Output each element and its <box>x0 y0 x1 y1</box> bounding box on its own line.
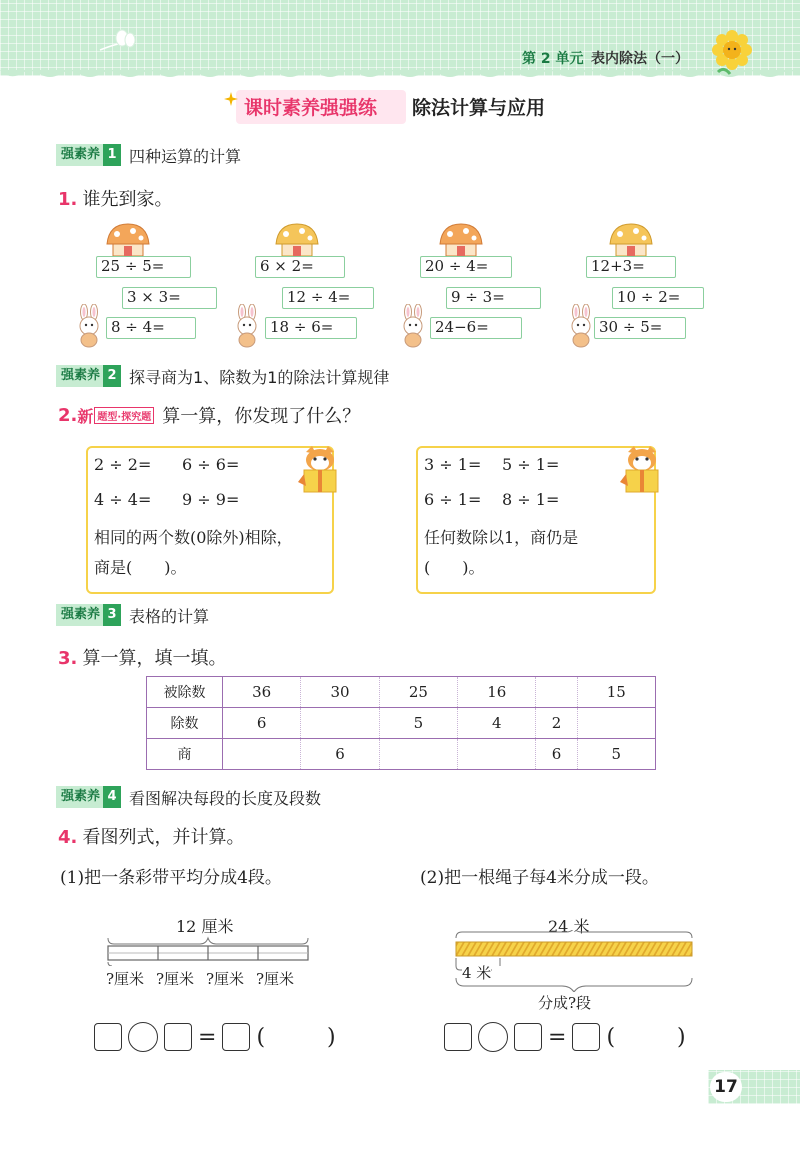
question-number: 3. <box>58 648 78 669</box>
cat-gift-icon <box>614 444 670 494</box>
segment-label: ?厘米 <box>106 970 145 988</box>
house-icon <box>272 222 322 258</box>
card-expression: 6 ÷ 6= <box>182 455 240 474</box>
segment-count-label: 分成?段 <box>538 994 592 1012</box>
expression-box[interactable]: 9 ÷ 3= <box>446 287 541 309</box>
expression-box[interactable]: 10 ÷ 2= <box>612 287 704 309</box>
table-cell[interactable]: 36 <box>223 677 301 708</box>
expression-box[interactable]: 12+3= <box>586 256 676 278</box>
rabbit-icon <box>74 304 104 348</box>
segment-length-label: 4 米 <box>462 964 492 982</box>
unit-paren-open: ( <box>256 1024 266 1050</box>
question-text: 算一算，填一填。 <box>82 648 227 669</box>
row-header: 商 <box>147 739 223 770</box>
table-cell[interactable] <box>223 739 301 770</box>
question-text: 算一算，你发现了什么？ <box>162 406 361 427</box>
question-number: 1. <box>58 189 78 210</box>
table-row <box>147 708 656 739</box>
unit-paren-close: ) <box>677 1024 686 1050</box>
table-cell[interactable]: 5 <box>379 708 457 739</box>
rabbit-icon <box>566 304 596 348</box>
card-rule-text: 任何数除以1，商仍是 <box>424 528 579 547</box>
answer-box[interactable] <box>222 1023 250 1051</box>
question-3-prompt <box>58 644 226 670</box>
answer-equation-1 <box>94 1022 336 1052</box>
card-rule-text: ( )。 <box>424 558 485 577</box>
section-title: 探寻商为1、除数为1的除法计算规律 <box>129 367 390 387</box>
table-cell[interactable]: 16 <box>458 677 536 708</box>
table-row <box>147 739 656 770</box>
rabbit-icon <box>398 304 428 348</box>
table-cell[interactable] <box>379 739 457 770</box>
page-number: 17 <box>710 1072 742 1102</box>
section-tag-1 <box>56 144 241 166</box>
sparkle-icon <box>224 92 238 106</box>
answer-box[interactable] <box>444 1023 472 1051</box>
question-text: 谁先到家。 <box>82 189 173 210</box>
section-tag-2 <box>56 365 389 387</box>
question-number: 4. <box>58 827 78 848</box>
expression-box[interactable]: 24−6= <box>430 317 522 339</box>
card-rule-text: 相同的两个数(0除外)相除， <box>94 528 293 547</box>
answer-equation-2 <box>444 1022 686 1052</box>
section-tag-number: 2 <box>103 365 121 387</box>
segment-label: ?厘米 <box>256 970 295 988</box>
expression-box[interactable]: 20 ÷ 4= <box>420 256 512 278</box>
section-tag-4 <box>56 786 321 808</box>
equals-sign: = <box>548 1024 567 1050</box>
table-cell[interactable] <box>536 677 577 708</box>
expression-box[interactable]: 18 ÷ 6= <box>265 317 357 339</box>
segment-label: ?厘米 <box>206 970 245 988</box>
segment-label: ?厘米 <box>156 970 195 988</box>
table-cell[interactable]: 5 <box>577 739 655 770</box>
table-cell[interactable] <box>301 708 379 739</box>
expression-box[interactable]: 30 ÷ 5= <box>594 317 686 339</box>
table-cell[interactable]: 6 <box>301 739 379 770</box>
question-4-prompt <box>58 823 244 849</box>
section-tag-number: 1 <box>103 144 121 166</box>
ribbon-diagram <box>104 936 312 966</box>
expression-box[interactable]: 25 ÷ 5= <box>96 256 191 278</box>
sub-question-1: (1)把一条彩带平均分成4段。 <box>60 868 282 888</box>
header-wave-edge <box>0 70 800 84</box>
table-cell[interactable]: 30 <box>301 677 379 708</box>
chapter-label: 表内除法（一） <box>591 51 689 67</box>
house-icon <box>436 222 486 258</box>
rope-total-label: 24 米 <box>548 917 590 936</box>
section-tag-number: 3 <box>103 604 121 626</box>
row-header: 除数 <box>147 708 223 739</box>
cat-gift-icon <box>292 444 348 494</box>
unit-paren-close: ) <box>327 1024 336 1050</box>
section-tag-3 <box>56 604 209 626</box>
section-tag-text: 强素养 <box>56 786 103 808</box>
sunflower-icon <box>704 28 754 78</box>
operator-circle[interactable] <box>128 1022 158 1052</box>
section-title: 看图解决每段的长度及段数 <box>129 788 322 808</box>
card-expression: 8 ÷ 1= <box>502 490 560 509</box>
section-title: 表格的计算 <box>129 606 210 626</box>
row-header: 被除数 <box>147 677 223 708</box>
card-expression: 3 ÷ 1= <box>424 455 482 474</box>
title-practice: 课时素养强强练 <box>244 97 378 119</box>
rabbit-icon <box>232 304 262 348</box>
card-expression: 4 ÷ 4= <box>94 490 152 509</box>
table-row <box>147 677 656 708</box>
equals-sign: = <box>198 1024 217 1050</box>
question-text: 看图列式，并计算。 <box>82 827 245 848</box>
table-cell[interactable] <box>458 739 536 770</box>
section-title: 四种运算的计算 <box>129 146 242 166</box>
table-cell[interactable]: 6 <box>223 708 301 739</box>
expression-box[interactable]: 3 × 3= <box>122 287 217 309</box>
question-number: 2. <box>58 404 78 426</box>
card-expression: 9 ÷ 9= <box>182 490 240 509</box>
operator-circle[interactable] <box>478 1022 508 1052</box>
table-cell[interactable]: 6 <box>536 739 577 770</box>
sub-question-2: (2)把一根绳子每4米分成一段。 <box>420 868 659 888</box>
card-expression: 5 ÷ 1= <box>502 455 560 474</box>
question-2-prompt <box>58 402 360 428</box>
card-expression: 2 ÷ 2= <box>94 455 152 474</box>
table-cell[interactable]: 25 <box>379 677 457 708</box>
expression-box[interactable]: 8 ÷ 4= <box>106 317 196 339</box>
section-tag-text: 强素养 <box>56 144 103 166</box>
card-rule-text: 商是( )。 <box>94 558 187 577</box>
table-cell[interactable]: 2 <box>536 708 577 739</box>
question-1-prompt <box>58 185 172 211</box>
expression-box[interactable]: 6 × 2= <box>255 256 345 278</box>
house-icon <box>103 222 153 258</box>
answer-box[interactable] <box>514 1023 542 1051</box>
section-tag-text: 强素养 <box>56 604 103 626</box>
expression-box[interactable]: 12 ÷ 4= <box>282 287 374 309</box>
table-cell[interactable]: 15 <box>606 683 626 701</box>
table-cell[interactable] <box>577 708 655 739</box>
answer-box[interactable] <box>164 1023 192 1051</box>
division-table <box>146 676 656 770</box>
butterfly-icon <box>98 28 138 56</box>
card-expression: 6 ÷ 1= <box>424 490 482 509</box>
section-tag-number: 4 <box>103 786 121 808</box>
house-icon <box>606 222 656 258</box>
answer-box[interactable] <box>572 1023 600 1051</box>
table-cell[interactable]: 4 <box>458 708 536 739</box>
section-tag-text: 强素养 <box>56 365 103 387</box>
question-type-badge: 题型·探究题 <box>94 407 154 424</box>
new-badge: 新 <box>77 406 94 426</box>
title-topic: 除法计算与应用 <box>412 97 546 119</box>
ribbon-total-label: 12 厘米 <box>176 917 234 936</box>
unit-label: 第 2 单元 <box>522 51 584 67</box>
answer-box[interactable] <box>94 1023 122 1051</box>
unit-paren-open: ( <box>606 1024 616 1050</box>
